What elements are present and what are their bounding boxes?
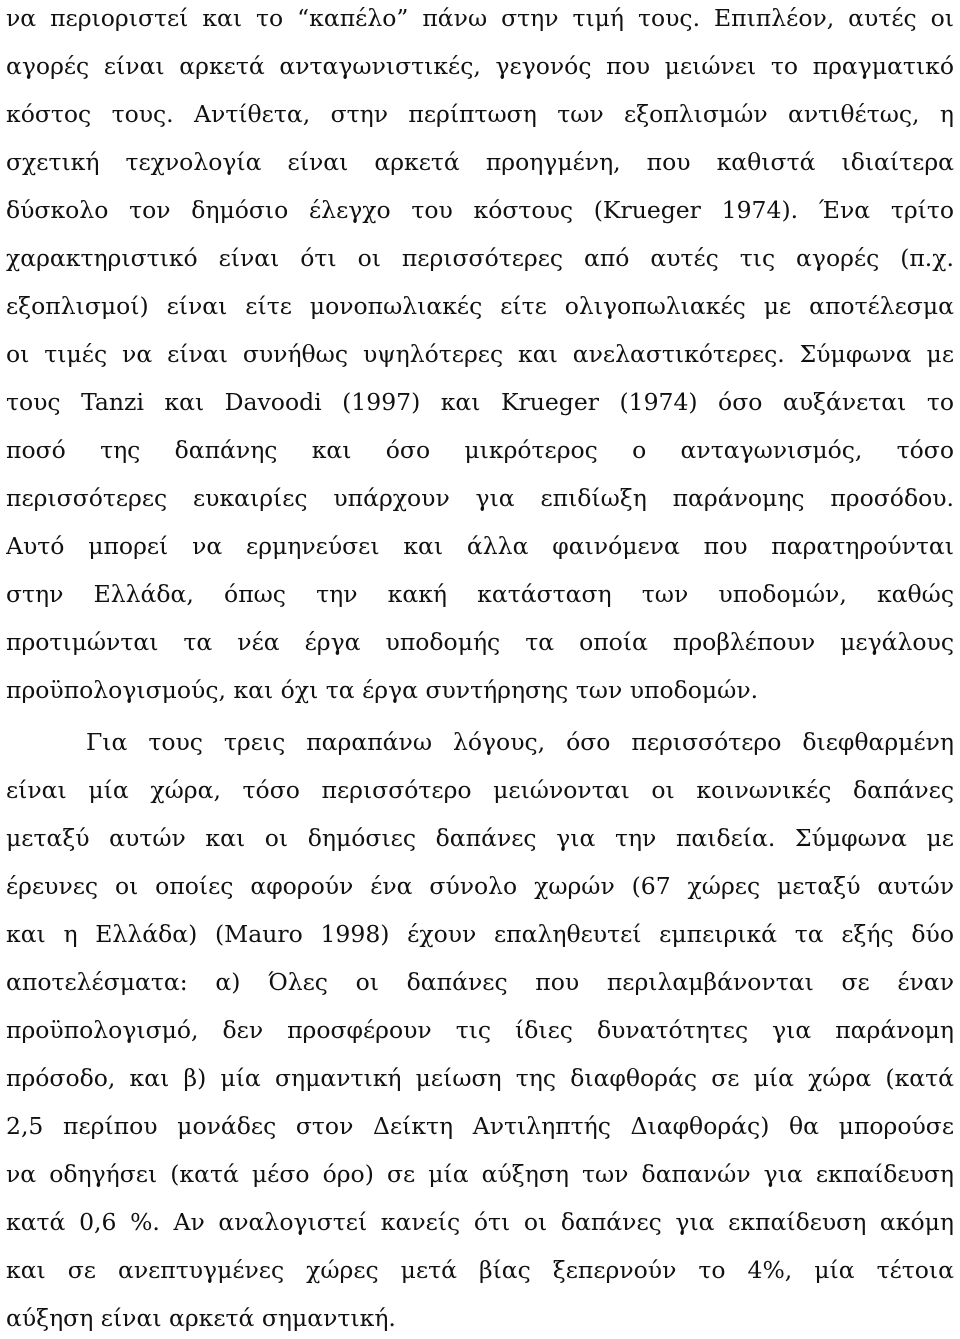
text-line: προϋπολογισμούς, και όχι τα έργα συντήρησης των υποδομών. bbox=[6, 676, 759, 704]
text-line: τους Tanzi και Davoodi (1997) και Krueger (1974) όσο αυξάνεται το bbox=[6, 388, 954, 416]
paragraph-first-line: Για τους τρεις παραπάνω λόγους, όσο περισσότερο διεφθαρμένη bbox=[86, 728, 954, 756]
text-line: και η Ελλάδα) (Mauro 1998) έχουν επαληθευτεί εμπειρικά τα εξής δύο bbox=[6, 920, 954, 948]
text-line: προϋπολογισμό, δεν προσφέρουν τις ίδιες δυνατότητες για παράνομη bbox=[6, 1016, 954, 1044]
text-line: αποτελέσματα: α) Όλες οι δαπάνες που περιλαμβάνονται σε έναν bbox=[6, 968, 954, 996]
text-line: είναι μία χώρα, τόσο περισσότερο μειώνονται οι κοινωνικές δαπάνες bbox=[6, 776, 954, 804]
text-line: Αυτό μπορεί να ερμηνεύσει και άλλα φαινόμενα που παρατηρούνται bbox=[6, 532, 954, 560]
text-line: να οδηγήσει (κατά μέσο όρο) σε μία αύξηση των δαπανών για εκπαίδευση bbox=[6, 1160, 954, 1188]
text-line: οι τιμές να είναι συνήθως υψηλότερες και ανελαστικότερες. Σύμφωνα με bbox=[6, 340, 954, 368]
text-line: μεταξύ αυτών και οι δημόσιες δαπάνες για την παιδεία. Σύμφωνα με bbox=[6, 824, 954, 852]
text-line: έρευνες οι οποίες αφορούν ένα σύνολο χωρών (67 χώρες μεταξύ αυτών bbox=[6, 872, 954, 900]
text-line: χαρακτηριστικό είναι ότι οι περισσότερες από αυτές τις αγορές (π.χ. bbox=[6, 244, 954, 272]
text-line: να περιοριστεί και το “καπέλο” πάνω στην τιμή τους. Επιπλέον, αυτές οι bbox=[6, 4, 954, 32]
text-line: αύξηση είναι αρκετά σημαντική. bbox=[6, 1304, 396, 1332]
text-line: αγορές είναι αρκετά ανταγωνιστικές, γεγονός που μειώνει το πραγματικό bbox=[6, 52, 954, 80]
text-line: περισσότερες ευκαιρίες υπάρχουν για επιδίωξη παράνομης προσόδου. bbox=[6, 484, 954, 512]
text-line: προτιμώνται τα νέα έργα υποδομής τα οποία προβλέπουν μεγάλους bbox=[6, 628, 954, 656]
text-line: κόστος τους. Αντίθετα, στην περίπτωση των εξοπλισμών αντιθέτως, η bbox=[6, 100, 954, 128]
text-line: σχετική τεχνολογία είναι αρκετά προηγμένη, που καθιστά ιδιαίτερα bbox=[6, 148, 954, 176]
text-line: 2,5 περίπου μονάδες στον Δείκτη Αντιληπτής Διαφθοράς) θα μπορούσε bbox=[6, 1112, 954, 1140]
text-line: ποσό της δαπάνης και όσο μικρότερος ο ανταγωνισμός, τόσο bbox=[6, 436, 954, 464]
text-line: στην Ελλάδα, όπως την κακή κατάσταση των υποδομών, καθώς bbox=[6, 580, 954, 608]
text-line: πρόσοδο, και β) μία σημαντική μείωση της διαφθοράς σε μία χώρα (κατά bbox=[6, 1064, 954, 1092]
text-line: κατά 0,6 %. Αν αναλογιστεί κανείς ότι οι δαπάνες για εκπαίδευση ακόμη bbox=[6, 1208, 954, 1236]
text-line: δύσκολο τον δημόσιο έλεγχο του κόστους (Krueger 1974). Ένα τρίτο bbox=[6, 196, 954, 224]
text-line: και σε ανεπτυγμένες χώρες μετά βίας ξεπερνούν το 4%, μία τέτοια bbox=[6, 1256, 954, 1284]
text-line: εξοπλισμοί) είναι είτε μονοπωλιακές είτε ολιγοπωλιακές με αποτέλεσμα bbox=[6, 292, 954, 320]
